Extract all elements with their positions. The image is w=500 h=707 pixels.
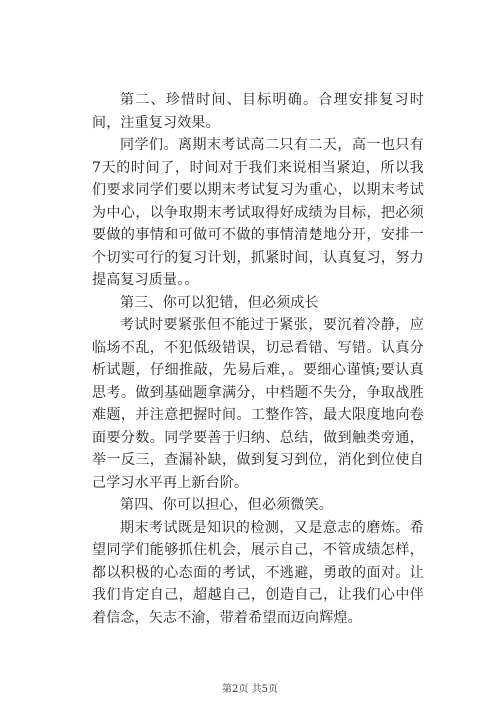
document-body — [92, 89, 424, 629]
paragraph-closing: 期末考试既是知识的检测，又是意志的磨炼。希望同学们能够抓住机会，展示自己，不管成绩怎样，都以积极的心态面的考试，不逃避，勇敢的面对。让我们肯定自己，超越自己，创造自己，让我们心中伴着信念，矢志不渝，带着希望而迈向辉煌。 — [92, 519, 424, 626]
paragraph-exam-time: 同学们。离期末考试高二只有二天，高一也只有7天的时间了，时间对于我们来说相当紧迫，所以我们要求同学们要以期末考试复习为重心，以期末考试为中心，以争取期末考试取得好成绩为目标，把必须要做的事情和可做可不做的事情清楚地分开，安排一个切实可行的复习计划，抓紧时间，认真复习，努力提高复习质量。。 — [92, 137, 424, 288]
paragraph-section-four-heading: 第四、你可以担心，但必须微笑。 — [120, 497, 333, 513]
paragraph-exam-advice: 考试时要紧张但不能过于紧张，要沉着冷静，应临场不乱，不犯低级错误，切忌看错、写错。认真分析试题，仔细推敲，先易后难，。要细心谨慎;要认真思考。做到基础题拿满分，中档题不失分，争取战胜难题，并注意把握时间。工整作答，最大限度地向卷面要分数。同学要善于归纳、总结，做到触类旁通，举一反三，查漏补缺，做到复习到位，消化到位使自己学习水平再上新台阶。 — [92, 317, 424, 491]
paragraph-section-three-heading: 第三、你可以犯错，但必须成长 — [120, 294, 319, 311]
paragraph-section-two-heading: 第二、珍惜时间、目标明确。合理安排复习时间，注重复习效果。 — [92, 92, 424, 131]
page-number-footer: 第2页 共5页 — [222, 684, 278, 695]
